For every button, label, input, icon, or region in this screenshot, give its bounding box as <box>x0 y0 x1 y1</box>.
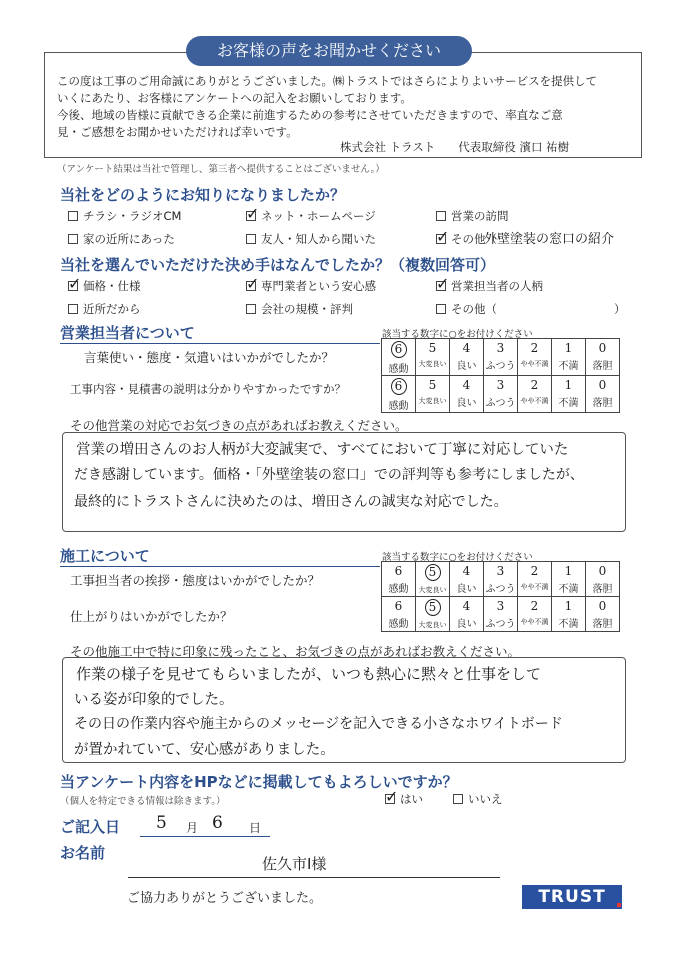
construction-comment-line: いる姿が印象的でした。 <box>74 692 234 708</box>
sales-question-b: 工事内容・見積書の説明は分かりやすかったですか？ <box>70 382 346 396</box>
rating-cell[interactable]: 2 やや不満 <box>518 562 552 597</box>
company-signature: 株式会社 トラスト 代表取締役 濱口 祐樹 <box>340 140 570 154</box>
intro-line: 今後、地域の皆様に貢献できる企業に前進するための参考にさせていただきますので、率直なご意 <box>57 108 563 122</box>
publish-no-option[interactable]: いいえ <box>453 791 503 807</box>
q1-heading: 当社をどのようにお知りになりましたか？ <box>60 186 346 204</box>
rating-row <box>382 339 620 376</box>
construction-heading: 施工について <box>60 545 380 567</box>
rating-cell[interactable]: 1 不満 <box>552 597 586 632</box>
publish-heading: 当アンケート内容をHPなどに掲載してもよろしいですか？ <box>60 773 458 791</box>
checkbox[interactable] <box>246 274 260 293</box>
construction-question-b: 仕上がりはいかがでしたか？ <box>70 609 233 624</box>
selected-circle-icon: 6 <box>391 378 407 395</box>
trust-logo: TRUST <box>522 885 622 909</box>
construction-scale-note: 該当する数字に○をお付けください <box>382 552 533 563</box>
selected-circle-icon: 6 <box>391 341 407 358</box>
rating-cell[interactable]: 3 ふつう <box>484 562 518 597</box>
q2-option[interactable]: 会社の規模・評判 <box>246 301 353 317</box>
q2-other-close: ） <box>614 302 626 316</box>
construction-comment-line: 作業の様子を見せてもらいましたが、いつも熱心に黙々と仕事をして <box>76 665 542 683</box>
date-day-unit: 日 <box>249 821 262 835</box>
rating-cell[interactable]: 1 不満 <box>552 562 586 597</box>
checkbox[interactable] <box>68 304 78 314</box>
sales-comment-line: だき感謝しています。価格・「外壁塗装の窓口」での評判等も参考にしましたが、 <box>74 467 584 483</box>
rating-cell[interactable]: 1 不満 <box>552 376 586 413</box>
checkbox[interactable] <box>68 234 78 244</box>
checkbox[interactable] <box>453 794 463 804</box>
rating-cell[interactable]: 0 落胆 <box>586 562 620 597</box>
date-label: ご記入日 <box>60 818 121 836</box>
construction-question-a: 工事担当者の挨拶・態度はいかがでしたか？ <box>70 573 321 588</box>
date-month[interactable]: 5 <box>156 813 167 833</box>
rating-cell[interactable]: 5 大変良い <box>416 376 450 413</box>
rating-cell[interactable]: 6 感動 <box>382 597 416 632</box>
name-value[interactable]: 佐久市I様 <box>262 855 327 873</box>
rating-cell[interactable]: 3 ふつう <box>484 597 518 632</box>
checkmark-icon: ✓ <box>436 274 450 293</box>
checkbox[interactable] <box>68 211 78 221</box>
intro-line: この度は工事のご用命誠にありがとうございました。㈱トラストではさらによりよいサービスを提供して <box>57 74 598 88</box>
rating-cell[interactable]: 2 やや不満 <box>518 376 552 413</box>
rating-cell[interactable]: 0 落胆 <box>586 339 620 376</box>
construction-rating-table <box>381 561 620 632</box>
q2-option[interactable]: 近所だから <box>68 301 141 317</box>
q1-option[interactable]: チラシ・ラジオCM <box>68 208 181 224</box>
rating-cell[interactable]: 4 良い <box>450 562 484 597</box>
intro-line: 見・ご感想をお聞かせいただければ幸いです。 <box>57 125 298 139</box>
publish-yes-option[interactable]: ✓ はい <box>385 787 423 806</box>
rating-cell[interactable]: 5 大変良い <box>416 597 450 632</box>
rating-cell[interactable]: 2 やや不満 <box>518 597 552 632</box>
checkmark-icon: ✓ <box>246 274 260 293</box>
checkmark-icon: ✓ <box>436 227 450 246</box>
q1-other-text: 外壁塗装の窓口の紹介 <box>484 232 615 247</box>
rating-cell[interactable]: 4 良い <box>450 597 484 632</box>
rating-cell[interactable]: 0 落胆 <box>586 376 620 413</box>
checkbox[interactable] <box>246 234 256 244</box>
sales-rating-table <box>381 338 620 413</box>
rating-cell[interactable]: 6 感動 <box>382 376 416 413</box>
name-underline <box>128 877 500 878</box>
checkmark-icon: ✓ <box>385 787 399 806</box>
checkmark-icon: ✓ <box>68 274 82 293</box>
checkbox[interactable] <box>436 274 450 293</box>
construction-comment-prompt: その他施工中で特に印象に残ったこと、お気づきの点があればお教えください。 <box>70 644 521 659</box>
rating-cell[interactable]: 5 大変良い <box>416 339 450 376</box>
q1-option[interactable]: 営業の訪問 <box>436 208 509 224</box>
rating-cell[interactable]: 5 大変良い <box>416 562 450 597</box>
q1-option[interactable]: 友人・知人から聞いた <box>246 231 376 247</box>
rating-cell[interactable]: 2 やや不満 <box>518 339 552 376</box>
checkbox[interactable] <box>436 211 446 221</box>
rating-cell[interactable]: 0 落胆 <box>586 597 620 632</box>
rating-cell[interactable]: 3 ふつう <box>484 339 518 376</box>
q1-option[interactable]: 家の近所にあった <box>68 231 175 247</box>
q2-option[interactable]: ✓ 営業担当者の人柄 <box>436 274 543 293</box>
rating-cell[interactable]: 6 感動 <box>382 562 416 597</box>
construction-comment-line: その日の作業内容や施主からのメッセージを記入できる小さなホワイトボード <box>74 716 563 732</box>
checkbox[interactable] <box>246 304 256 314</box>
intro-text <box>57 73 627 141</box>
q2-option[interactable]: その他（ <box>436 301 497 317</box>
rating-cell[interactable]: 6 感動 <box>382 339 416 376</box>
logo-dot-icon <box>617 903 621 907</box>
intro-line: いくにあたり、お客様にアンケートへの記入をお願いしております。 <box>57 91 412 105</box>
checkbox[interactable] <box>436 227 450 246</box>
q2-heading: 当社を選んでいただけた決め手はなんでしたか？（複数回答可） <box>60 256 496 274</box>
name-label: お名前 <box>60 844 106 862</box>
q1-option[interactable]: ✓ その他（ <box>436 227 497 246</box>
sales-question-a: 言葉使い・態度・気遣いはいかがでしたか？ <box>84 350 335 365</box>
rating-row <box>382 562 620 597</box>
date-day[interactable]: 6 <box>212 813 223 833</box>
rating-row <box>382 597 620 632</box>
selected-circle-icon: 5 <box>425 599 441 616</box>
rating-cell[interactable]: 4 良い <box>450 339 484 376</box>
sales-comment-line: 営業の増田さんのお人柄が大変誠実で、すべてにおいて丁寧に対応していた <box>76 442 569 458</box>
checkbox[interactable] <box>436 304 446 314</box>
thanks-message: ご協力ありがとうございました。 <box>127 891 323 906</box>
selected-circle-icon: 5 <box>425 564 441 581</box>
rating-cell[interactable]: 1 不満 <box>552 339 586 376</box>
q2-option[interactable]: ✓ 専門業者という安心感 <box>246 274 376 293</box>
sales-scale-note: 該当する数字に○をお付けください <box>382 329 533 340</box>
checkbox[interactable] <box>385 787 399 806</box>
privacy-note: （アンケート結果は当社で管理し、第三者へ提供することはございません。） <box>57 164 385 175</box>
rating-cell[interactable]: 3 ふつう <box>484 376 518 413</box>
q2-option[interactable]: ✓ 価格・仕様 <box>68 274 141 293</box>
sales-heading: 営業担当者について <box>60 322 380 344</box>
checkmark-icon: ✓ <box>246 204 260 223</box>
date-month-unit: 月 <box>186 821 199 835</box>
q1-option[interactable]: ✓ ネット・ホームページ <box>246 204 376 223</box>
sales-comment-line: 最終的にトラストさんに決めたのは、増田さんの誠実な対応でした。 <box>74 494 508 510</box>
rating-cell[interactable]: 4 良い <box>450 376 484 413</box>
construction-comment-line: が置かれていて、安心感がありました。 <box>74 742 335 758</box>
checkbox[interactable] <box>246 204 260 223</box>
survey-title: お客様の声をお聞かせください <box>186 36 472 66</box>
date-underline <box>140 836 270 837</box>
sales-comment-prompt: その他営業の対応でお気づきの点があればお教えください。 <box>70 418 408 433</box>
rating-row <box>382 376 620 413</box>
checkbox[interactable] <box>68 274 82 293</box>
publish-note: （個人を特定できる情報は除きます。） <box>60 796 226 807</box>
